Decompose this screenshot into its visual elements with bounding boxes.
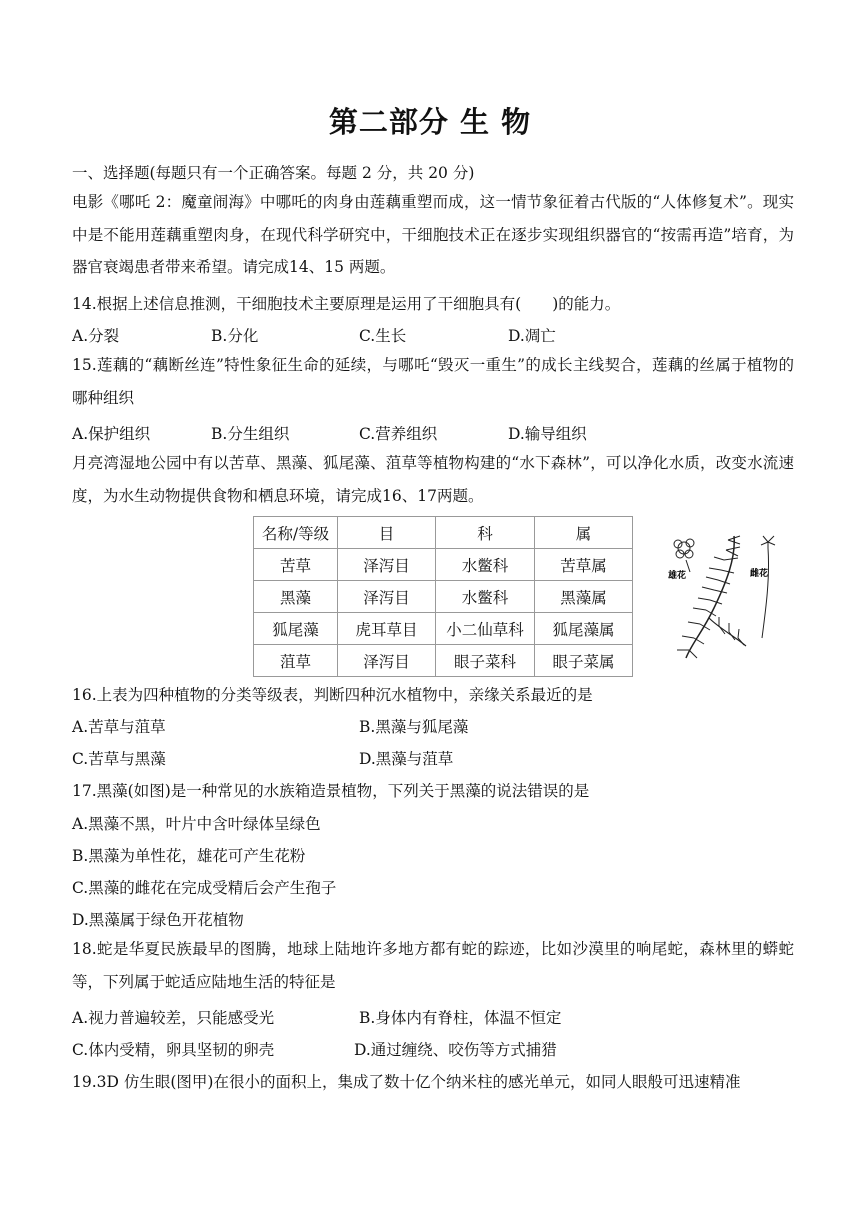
table-cell: 小二仙草科 [436, 613, 535, 645]
q18-option-d: D.通过缠绕、咬伤等方式捕猎 [354, 1041, 557, 1059]
q17-option-b: B.黑藻为单性花，雄花可产生花粉 [72, 847, 306, 865]
q18-option-a: A.视力普遍较差，只能感受光 [72, 1009, 275, 1027]
q14-option-a: A.分裂 [72, 327, 120, 345]
table-cell: 眼子菜科 [436, 645, 535, 677]
table-cell: 狐尾藻属 [535, 613, 633, 645]
q14-stem: 14.根据上述信息推测，干细胞技术主要原理是运用了干细胞具有( )的能力。 [72, 295, 621, 313]
table-cell: 泽泻目 [338, 645, 436, 677]
table-header: 属 [535, 517, 633, 549]
q15-option-a: A.保护组织 [72, 425, 151, 443]
q16-option-b: B.黑藻与狐尾藻 [359, 718, 469, 736]
q14-option-d: D.凋亡 [508, 327, 556, 345]
table-cell: 黑藻属 [535, 581, 633, 613]
table-header: 目 [338, 517, 436, 549]
table-header: 名称/等级 [254, 517, 338, 549]
q17-option-c: C.黑藻的雌花在完成受精后会产生孢子 [72, 879, 337, 897]
q17-option-d: D.黑藻属于绿色开花植物 [72, 911, 244, 929]
table-row [254, 645, 633, 677]
q14-option-b: B.分化 [211, 327, 259, 345]
q17-option-a: A.黑藻不黑，叶片中含叶绿体呈绿色 [72, 815, 321, 833]
q18-stem: 18.蛇是华夏民族最早的图腾，地球上陆地许多地方都有蛇的踪迹，比如沙漠里的响尾蛇，森林里的蟒蛇等，下列属于蛇适应陆地生活的特征是 [72, 940, 794, 991]
q15-option-c: C.营养组织 [359, 425, 438, 443]
classification-table [253, 516, 633, 677]
q14-option-c: C.生长 [359, 327, 407, 345]
table-header-row [254, 517, 633, 549]
female-flower-label: 雌花 [750, 569, 769, 579]
page-title: 第二部分 生 物 [328, 105, 532, 139]
section-heading: 一、选择题(每题只有一个正确答案。每题 2 分，共 20 分) [72, 164, 475, 182]
male-flower-label: 雄花 [668, 571, 687, 581]
q16-option-d: D.黑藻与菹草 [359, 750, 454, 768]
table-header: 科 [436, 517, 535, 549]
table-row [254, 549, 633, 581]
female-flower-icon [761, 536, 775, 638]
table-cell: 水鳖科 [436, 581, 535, 613]
q19-stem: 19.3D 仿生眼(图甲)在很小的面积上，集成了数十亿个纳米柱的感光单元，如同人眼般可迅速精准 [72, 1073, 741, 1091]
hydrilla-figure [664, 528, 784, 668]
passage-nezha: 电影《哪吒 2：魔童闹海》中哪吒的肉身由莲藕重塑而成，这一情节象征着古代版的“人体修复术”。现实中是不能用莲藕重塑肉身，在现代科学研究中，干细胞技术正在逐步实现组织器官的“按需再造”培育，为器官衰竭患者带来希望。请完成14、15 两题。 [72, 193, 794, 276]
table-row [254, 613, 633, 645]
table-row [254, 581, 633, 613]
table-cell: 泽泻目 [338, 581, 436, 613]
table-cell: 黑藻 [254, 581, 338, 613]
table-cell: 眼子菜属 [535, 645, 633, 677]
table-cell: 狐尾藻 [254, 613, 338, 645]
q15-option-b: B.分生组织 [211, 425, 290, 443]
q16-stem: 16.上表为四种植物的分类等级表，判断四种沉水植物中，亲缘关系最近的是 [72, 686, 593, 704]
q16-option-c: C.苦草与黑藻 [72, 750, 166, 768]
q18-option-c: C.体内受精，卵具坚韧的卵壳 [72, 1041, 275, 1059]
passage-wetland: 月亮湾湿地公园中有以苦草、黑藻、狐尾藻、菹草等植物构建的“水下森林”，可以净化水质，改变水流速度，为水生动物提供食物和栖息环境，请完成16、17两题。 [72, 454, 794, 505]
table-cell: 苦草 [254, 549, 338, 581]
table-cell: 苦草属 [535, 549, 633, 581]
table-cell: 菹草 [254, 645, 338, 677]
q16-option-a: A.苦草与菹草 [72, 718, 166, 736]
q15-option-d: D.输导组织 [508, 425, 587, 443]
q18-option-b: B.身体内有脊柱，体温不恒定 [359, 1009, 562, 1027]
q15-stem: 15.莲藕的“藕断丝连”特性象征生命的延续，与哪吒“毁灭一重生”的成长主线契合，莲藕的丝属于植物的哪种组织 [72, 356, 794, 407]
q17-stem: 17.黑藻(如图)是一种常见的水族箱造景植物，下列关于黑藻的说法错误的是 [72, 782, 590, 800]
table-cell: 泽泻目 [338, 549, 436, 581]
male-flower-icon [674, 539, 694, 572]
table-cell: 水鳖科 [436, 549, 535, 581]
table-cell: 虎耳草目 [338, 613, 436, 645]
